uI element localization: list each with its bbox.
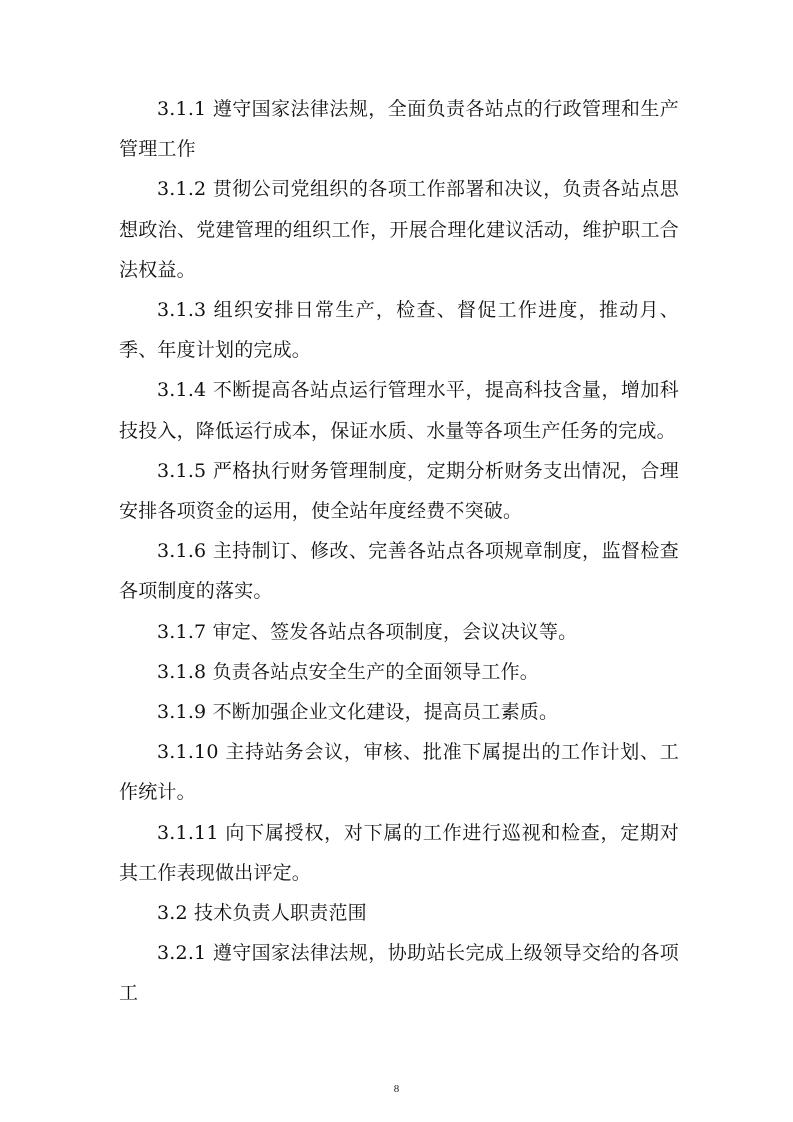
paragraph-3-1-10: 3.1.10 主持站务会议，审核、批准下属提出的工作计划、工作统计。 <box>119 741 679 804</box>
paragraph-3-1-5: 3.1.5 严格执行财务管理制度，定期分析财务支出情况，合理安排各项资金的运用，使全站年度经费不突破。 <box>119 459 679 523</box>
paragraph-3-1-7: 3.1.7 审定、签发各站点各项制度，会议决议等。 <box>157 620 578 643</box>
paragraph-3-1-2: 3.1.2 贯彻公司党组织的各项工作部署和决议，负责各站点思想政治、党建管理的组织工作，开展合理化建议活动，维护职工合法权益。 <box>119 178 679 281</box>
section-heading-3-2: 3.2 技术负责人职责范围 <box>157 902 367 925</box>
page-number: 8 <box>393 1083 400 1095</box>
paragraph-3-1-6: 3.1.6 主持制订、修改、完善各站点各项规章制度，监督检查各项制度的落实。 <box>119 540 679 603</box>
paragraph-3-1-11: 3.1.11 向下属授权，对下属的工作进行巡视和检查，定期对其工作表现做出评定。 <box>119 821 679 884</box>
paragraph-3-1-8: 3.1.8 负责各站点安全生产的全面领导工作。 <box>157 660 539 683</box>
document-body <box>119 89 679 1014</box>
paragraph-3-2-1: 3.2.1 遵守国家法律法规，协助站长完成上级领导交给的各项工 <box>119 942 679 1005</box>
paragraph-3-1-4: 3.1.4 不断提高各站点运行管理水平，提高科技含量，增加科技投入，降低运行成本，保证水质、水量等各项生产任务的完成。 <box>119 379 679 442</box>
paragraph-3-1-3: 3.1.3 组织安排日常生产，检查、督促工作进度，推动月、季、年度计划的完成。 <box>119 299 679 362</box>
paragraph-3-1-1: 3.1.1 遵守国家法律法规，全面负责各站点的行政管理和生产管理工作 <box>119 98 679 161</box>
paragraph-3-1-9: 3.1.9 不断加强企业文化建设，提高员工素质。 <box>157 701 559 724</box>
